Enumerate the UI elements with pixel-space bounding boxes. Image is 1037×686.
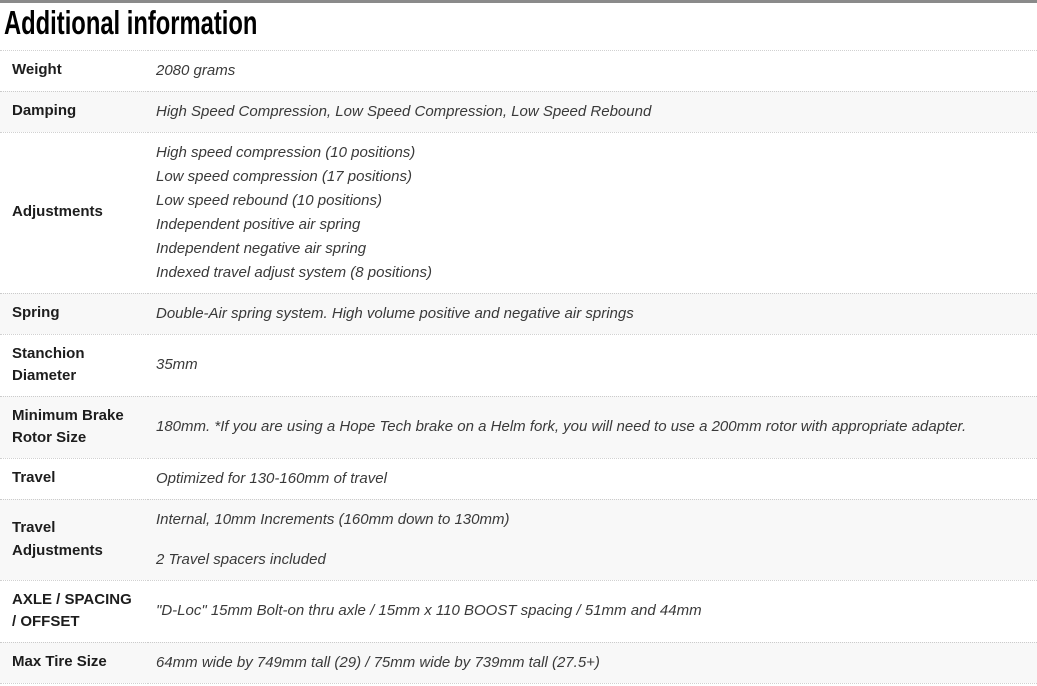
table-row xyxy=(0,396,1037,458)
table-row xyxy=(0,334,1037,396)
attribute-value-paragraph xyxy=(156,643,1029,683)
attribute-value-paragraph xyxy=(156,500,1029,540)
attribute-value-paragraph xyxy=(156,459,1029,499)
attribute-value-paragraph xyxy=(156,540,1029,580)
top-divider xyxy=(0,0,1037,3)
attribute-value xyxy=(148,580,1037,642)
attributes-table-body xyxy=(0,50,1037,683)
attribute-value xyxy=(148,91,1037,132)
attribute-value xyxy=(148,642,1037,683)
page-title-text: Additional information xyxy=(4,4,258,41)
attribute-label: Minimum Brake Rotor Size xyxy=(0,396,148,458)
attribute-value-line: 2 Travel spacers included xyxy=(156,550,326,568)
attribute-value-line: High speed compression (10 positions) xyxy=(156,143,416,161)
table-row xyxy=(0,458,1037,499)
attribute-value xyxy=(148,132,1037,293)
attribute-value-line: High Speed Compression, Low Speed Compression, Low Speed Rebound xyxy=(156,102,652,120)
attribute-value-line: "D-Loc" 15mm Bolt-on thru axle / 15mm x 110 BOOST spacing / 51mm and 44mm xyxy=(156,602,702,620)
attribute-value-paragraph xyxy=(156,92,1029,132)
attribute-value-line: Independent positive air spring xyxy=(156,215,361,233)
attribute-value-line: 180mm. *If you are using a Hope Tech brake on a Helm fork, you will need to use a 200mm rotor with appropriate adapter. xyxy=(156,418,967,436)
attribute-value-paragraph xyxy=(156,345,1029,385)
attribute-value xyxy=(148,293,1037,334)
attribute-label: Weight xyxy=(0,50,148,91)
table-row xyxy=(0,91,1037,132)
attribute-value-line: Optimized for 130-160mm of travel xyxy=(156,469,387,487)
table-row xyxy=(0,642,1037,683)
attribute-value-line: Low speed compression (17 positions) xyxy=(156,167,412,185)
table-row xyxy=(0,132,1037,293)
table-row xyxy=(0,499,1037,580)
attribute-value xyxy=(148,396,1037,458)
attribute-value xyxy=(148,458,1037,499)
attribute-label: Damping xyxy=(0,91,148,132)
attribute-label: Spring xyxy=(0,293,148,334)
attribute-value-line: Independent negative air spring xyxy=(156,239,367,257)
attribute-value xyxy=(148,334,1037,396)
attribute-value-line: Low speed rebound (10 positions) xyxy=(156,191,382,209)
attribute-value-paragraph xyxy=(156,294,1029,334)
attribute-value-paragraph xyxy=(156,407,1029,447)
table-row xyxy=(0,50,1037,91)
attribute-value xyxy=(148,499,1037,580)
attribute-label: Travel xyxy=(0,458,148,499)
attribute-value-line: Internal, 10mm Increments (160mm down to 130mm) xyxy=(156,510,510,528)
table-row xyxy=(0,580,1037,642)
attribute-value-paragraph xyxy=(156,133,1029,293)
attribute-value-line: Indexed travel adjust system (8 positions) xyxy=(156,263,432,281)
table-row xyxy=(0,293,1037,334)
attribute-value-line: Double-Air spring system. High volume positive and negative air springs xyxy=(156,304,634,322)
page-title xyxy=(4,6,1037,41)
attribute-label: Stanchion Diameter xyxy=(0,334,148,396)
attribute-value-line: 2080 grams xyxy=(156,61,236,79)
attribute-value-line: 64mm wide by 749mm tall (29) / 75mm wide by 739mm tall (27.5+) xyxy=(156,653,600,671)
attribute-label: AXLE / SPACING / OFFSET xyxy=(0,580,148,642)
attribute-label: Adjustments xyxy=(0,132,148,293)
attribute-label: Max Tire Size xyxy=(0,642,148,683)
attribute-value-line: 35mm xyxy=(156,356,198,374)
attribute-value xyxy=(148,50,1037,91)
attribute-value-paragraph xyxy=(156,591,1029,631)
attribute-label: Travel Adjustments xyxy=(0,499,148,580)
attribute-value-paragraph xyxy=(156,51,1029,91)
attributes-table xyxy=(0,50,1037,684)
